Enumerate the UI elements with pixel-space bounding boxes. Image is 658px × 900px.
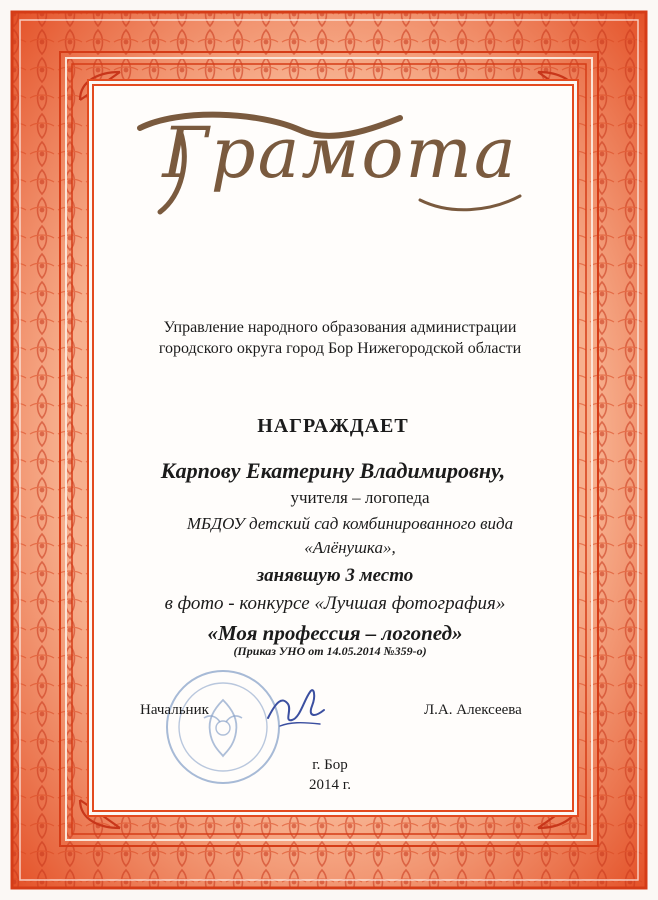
contest-name: в фото - конкурсе «Лучшая фотография»	[164, 593, 506, 614]
awards-heading: НАГРАЖДАЕТ	[257, 415, 409, 437]
issuer-line-1: Управление народного образования администрации	[163, 319, 517, 336]
place-achieved: занявшую 3 место	[256, 565, 414, 586]
issuer-line-2: городского округа город Бор Нижегородской области	[158, 340, 522, 357]
organization-line-1: МБДОУ детский сад комбинированного вида	[186, 514, 514, 533]
recipient-position: учителя – логопеда	[290, 488, 430, 507]
organization-line-2: «Алёнушка»,	[304, 538, 396, 557]
signature	[262, 682, 332, 730]
order-reference: (Приказ УНО от 14.05.2014 №359-о)	[233, 644, 427, 658]
recipient-name: Карпову Екатерину Владимировну,	[160, 458, 506, 483]
certificate-title: Грамота	[162, 112, 518, 194]
issue-year: 2014 г.	[309, 777, 351, 793]
issuer-block	[120, 317, 560, 359]
chief-name: Л.А. Алексеева	[424, 702, 522, 718]
chief-title: Начальник	[140, 702, 209, 718]
issue-city: г. Бор	[312, 757, 348, 773]
contest-topic: «Моя профессия – логопед»	[207, 621, 463, 645]
